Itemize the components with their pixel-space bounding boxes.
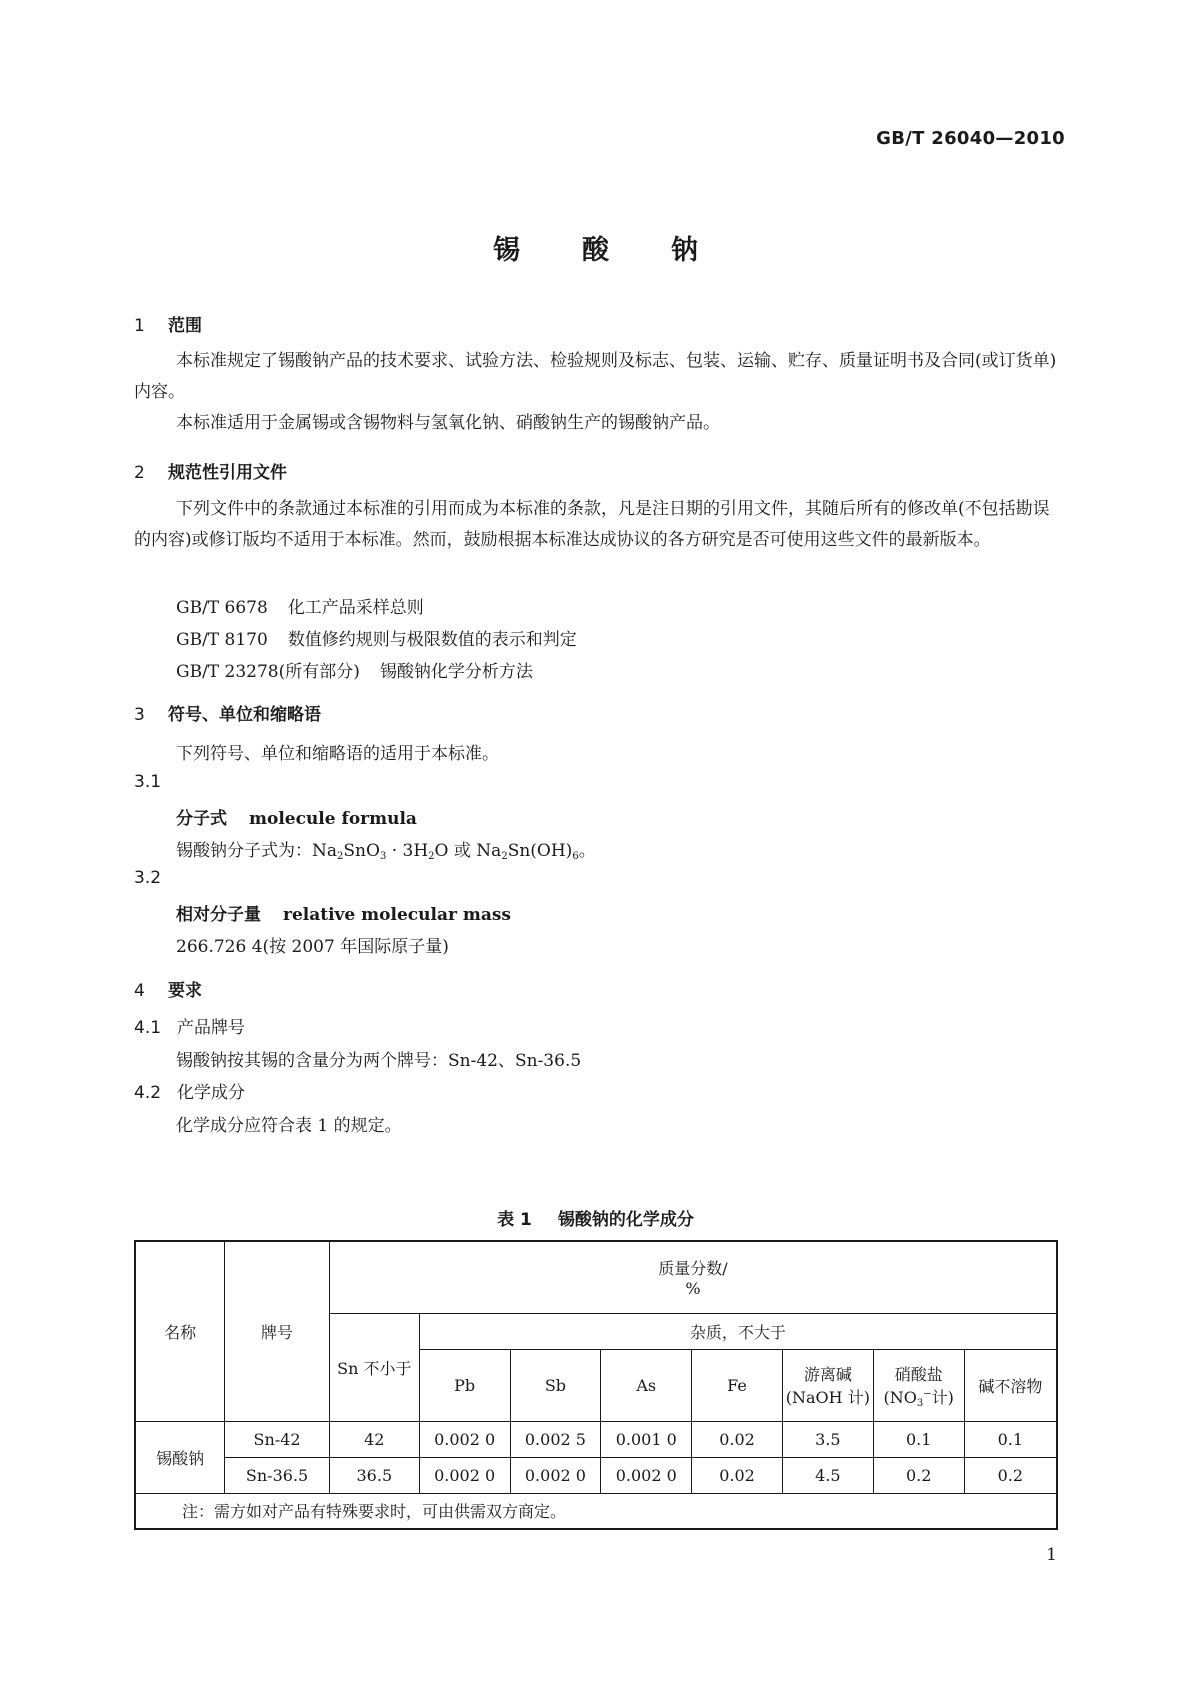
clause-4-1-heading [134, 1013, 245, 1038]
chemical-composition-table [134, 1240, 1058, 1530]
cell-sb: 0.002 5 [510, 1421, 601, 1457]
section-1-para-1: 本标准规定了锡酸钠产品的技术要求、试验方法、检验规则及标志、包装、运输、贮存、质量证明书及合同(或订货单)内容。 [134, 351, 1057, 402]
free-alkali-unit: (NaOH 计) [785, 1388, 870, 1407]
table-note: 注：需方如对产品有特殊要求时，可由供需双方商定。 [135, 1493, 1057, 1529]
formula-2: $Na_2Sn(OH)_6$。 [476, 841, 596, 862]
cell-fe: 0.02 [692, 1457, 783, 1493]
clause-number: 3.1 [134, 772, 162, 792]
reference-code: GB/T 8170 [176, 630, 268, 650]
cell-as: 0.002 0 [601, 1457, 692, 1493]
clause-4-1-text: 锡酸钠按其锡的含量分为两个牌号：Sn-42、Sn-36.5 [176, 1051, 582, 1071]
term-en: relative molecular mass [283, 905, 511, 925]
formula-or: 或 [453, 841, 471, 861]
section-number: 1 [134, 316, 145, 336]
table-number: 表 1 [497, 1210, 532, 1230]
page-title: 锡酸钠 [493, 235, 760, 266]
section-number: 3 [134, 705, 145, 725]
cell-pb: 0.002 0 [419, 1421, 510, 1457]
section-number: 2 [134, 463, 145, 483]
reference-code: GB/T 23278(所有部分) [176, 662, 360, 682]
cell-as: 0.001 0 [601, 1421, 692, 1457]
header-grade: 牌号 [225, 1241, 330, 1421]
section-number: 4 [134, 981, 145, 1001]
product-name: 锡酸钠 [135, 1421, 225, 1493]
header-sn-min: Sn 不小于 [329, 1313, 419, 1421]
cell-nitrate: 0.1 [873, 1421, 964, 1457]
clause-4-2-text: 化学成分应符合表 1 的规定。 [176, 1116, 402, 1136]
term-heading [176, 804, 417, 829]
standard-code: GB/T 26040—2010 [876, 128, 1065, 149]
header-pb: Pb [419, 1349, 510, 1421]
nitrate-label: 硝酸盐 [894, 1364, 943, 1384]
section-1-para-2: 本标准适用于金属锡或含锡物料与氢氧化钠、硝酸钠生产的锡酸钠产品。 [176, 413, 720, 433]
reference-title: 数值修约规则与极限数值的表示和判定 [287, 630, 577, 650]
header-mass-unit: % [685, 1279, 701, 1299]
cell-free-alkali: 4.5 [782, 1457, 873, 1493]
clause-title: 产品牌号 [177, 1018, 246, 1038]
cell-sb: 0.002 0 [510, 1457, 601, 1493]
section-2-para-1: 下列文件中的条款通过本标准的引用而成为本标准的条款，凡是注日期的引用文件，其随后所有的修改单(不包括勘误的内容)或修订版均不适用于本标准。然而，鼓励根据本标准达成协议的各方研究是否可使用这些文件的最新版本。 [134, 499, 1050, 550]
table-row [135, 1457, 1057, 1493]
section-title: 符号、单位和缩略语 [168, 705, 321, 725]
term-definition [176, 836, 596, 862]
term-en: molecule formula [249, 809, 417, 829]
cell-fe: 0.02 [692, 1421, 783, 1457]
nitrate-unit: ($NO_3^-$计) [883, 1387, 954, 1409]
cell-sn: 42 [329, 1421, 419, 1457]
section-title: 要求 [168, 981, 202, 1001]
clause-number: 4.2 [134, 1083, 162, 1103]
header-as: As [601, 1349, 692, 1421]
term-zh: 分子式 [176, 809, 227, 829]
formula-1: $Na_2SnO_3 \cdot 3H_2O$ [312, 841, 449, 862]
header-mass-fraction [329, 1241, 1057, 1313]
clause-number: 4.1 [134, 1018, 162, 1038]
table-row [135, 1421, 1057, 1457]
header-sb: Sb [510, 1349, 601, 1421]
reference-title: 化工产品采样总则 [287, 598, 424, 618]
normative-reference [176, 593, 424, 618]
header-name: 名称 [135, 1241, 225, 1421]
cell-insoluble: 0.1 [964, 1421, 1057, 1457]
table-title: 锡酸钠的化学成分 [557, 1210, 694, 1230]
header-impurity: 杂质，不大于 [419, 1313, 1057, 1349]
cell-free-alkali: 3.5 [782, 1421, 873, 1457]
header-mass-label: 质量分数/ [658, 1259, 728, 1279]
cell-nitrate: 0.2 [873, 1457, 964, 1493]
page-number: 1 [1046, 1545, 1057, 1565]
cell-pb: 0.002 0 [419, 1457, 510, 1493]
header-insoluble: 碱不溶物 [964, 1349, 1057, 1421]
section-1-heading [134, 311, 202, 336]
cell-grade: Sn-42 [225, 1421, 330, 1457]
header-fe: Fe [692, 1349, 783, 1421]
normative-reference [176, 657, 533, 682]
section-3-heading [134, 700, 321, 725]
term-zh: 相对分子量 [176, 905, 261, 925]
term-definition: 266.726 4(按 2007 年国际原子量) [176, 937, 449, 957]
reference-title: 锡酸钠化学分析方法 [379, 662, 533, 682]
normative-reference [176, 625, 577, 650]
clause-title: 化学成分 [177, 1083, 246, 1103]
clause-4-2-heading [134, 1078, 245, 1103]
cell-sn: 36.5 [329, 1457, 419, 1493]
section-4-heading [134, 976, 202, 1001]
header-free-alkali [782, 1349, 873, 1421]
section-2-heading [134, 458, 287, 483]
term-heading [176, 900, 511, 925]
cell-grade: Sn-36.5 [225, 1457, 330, 1493]
free-alkali-label: 游离碱 [803, 1365, 852, 1384]
header-nitrate [873, 1349, 964, 1421]
clause-number: 3.2 [134, 868, 162, 888]
section-3-intro: 下列符号、单位和缩略语的适用于本标准。 [176, 744, 499, 764]
cell-insoluble: 0.2 [964, 1457, 1057, 1493]
reference-code: GB/T 6678 [176, 598, 268, 618]
section-title: 范围 [168, 316, 202, 336]
section-title: 规范性引用文件 [168, 463, 287, 483]
table-caption [0, 1205, 1191, 1230]
formula-prefix: 锡酸钠分子式为： [176, 841, 312, 861]
